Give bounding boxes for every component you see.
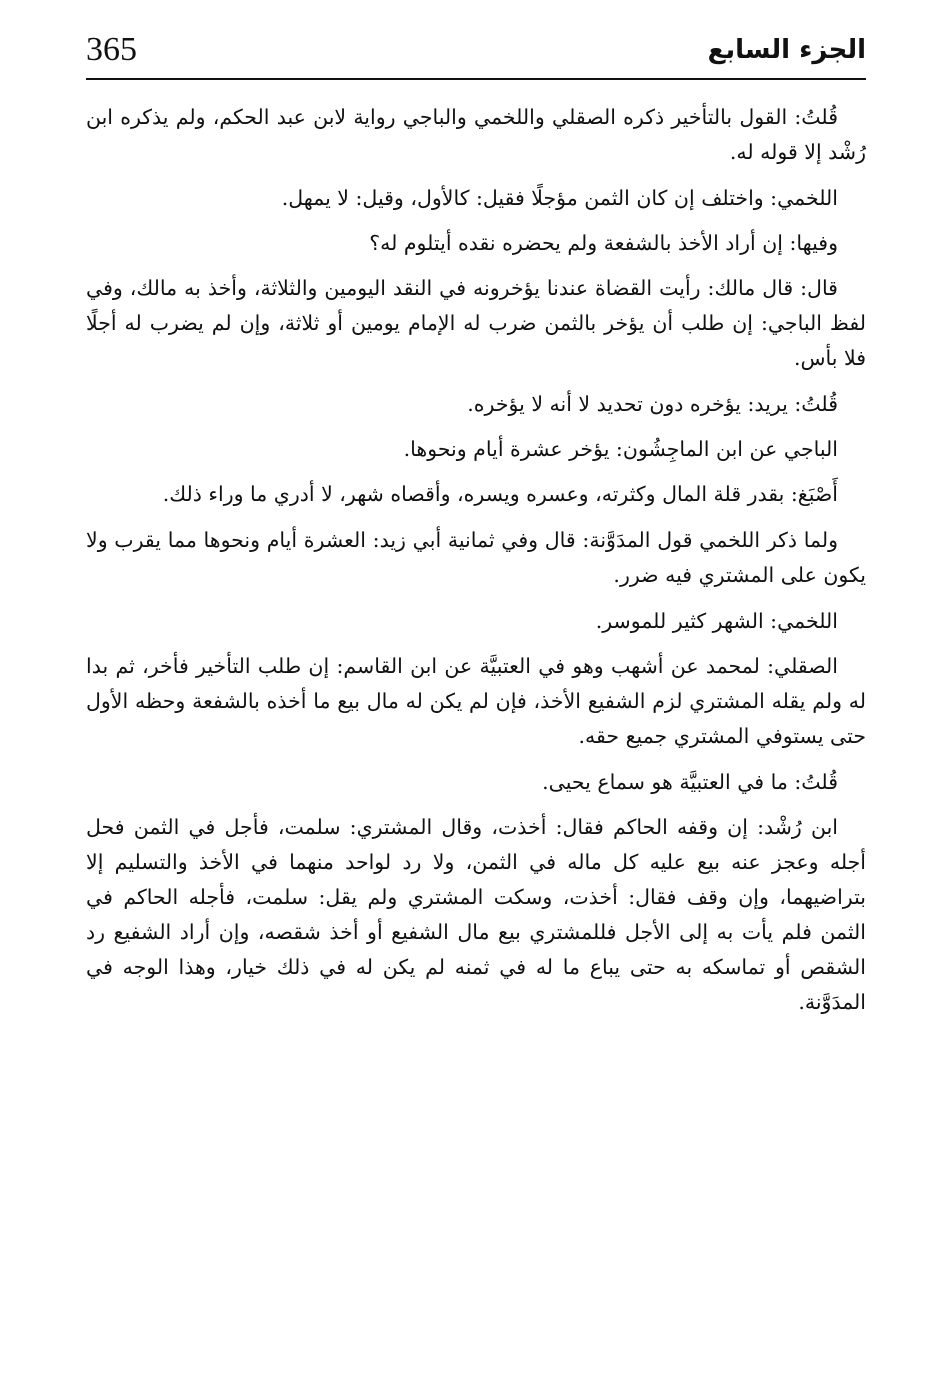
paragraph: وفيها: إن أراد الأخذ بالشفعة ولم يحضره نقده أيتلوم له؟	[369, 231, 838, 255]
body-text	[86, 100, 866, 1031]
page-header	[86, 30, 866, 76]
paragraph: قُلتُ: يريد: يؤخره دون تحديد لا أنه لا يؤخره.	[467, 392, 838, 416]
header-divider	[86, 78, 866, 80]
paragraph: اللخمي: الشهر كثير للموسر.	[595, 609, 838, 633]
paragraph: ابن رُشْد: إن وقفه الحاكم فقال: أخذت، وقال المشتري: سلمت، فأجل في الثمن فحل أجله وعجز عنه بيع عليه كل ماله في الثمن، ولا رد لواحد منهما في الأخذ والتسليم إلا بتراضيهما، وإن وقف فقال: أخذت، وسكت المشتري ولم يقل: سلمت، فأجله الحاكم في الثمن فلم يأت به إلى الأجل فللمشتري بيع مال الشفيع أو أخذ شقصه، وإن أراد الشفيع رد الشقص أو تماسكه به حتى يباع ما له في ثمنه لم يكن له في ذلك خيار، وهذا الوجه في المدَوَّنة.	[86, 815, 866, 1014]
page-number: 365	[86, 31, 137, 68]
paragraph: أَصْبَغ: بقدر قلة المال وكثرته، وعسره ويسره، وأقصاه شهر، لا أدري ما وراء ذلك.	[162, 482, 838, 506]
paragraph: اللخمي: واختلف إن كان الثمن مؤجلًا فقيل: كالأول، وقيل: لا يمهل.	[281, 186, 838, 210]
paragraph: ولما ذكر اللخمي قول المدَوَّنة: قال وفي ثمانية أبي زيد: العشرة أيام ونحوها مما يقرب ولا يكون على المشتري فيه ضرر.	[86, 528, 866, 587]
paragraph: الصقلي: لمحمد عن أشهب وهو في العتبيَّة عن ابن القاسم: إن طلب التأخير فأخر، ثم بدا له ولم يقله المشتري لزم الشفيع الأخذ، فإن لم يكن له مال بيع ما أخذه بالشفعة وحظه الأول حتى يستوفي المشتري جميع حقه.	[86, 654, 866, 748]
paragraph: الباجي عن ابن الماجِشُون: يؤخر عشرة أيام ونحوها.	[403, 437, 838, 461]
paragraph: قُلتُ: القول بالتأخير ذكره الصقلي واللخمي والباجي رواية لابن عبد الحكم، ولم يذكره ابن رُشْد إلا قوله له.	[86, 105, 866, 164]
running-title: الجزء السابع	[707, 35, 866, 65]
paragraph: قُلتُ: ما في العتبيَّة هو سماع يحيى.	[542, 770, 838, 794]
paragraph: قال: قال مالك: رأيت القضاة عندنا يؤخرونه في النقد اليومين والثلاثة، وأخذ به مالك، وفي لفظ الباجي: إن طلب أن يؤخر بالثمن ضرب له الإمام يومين أو ثلاثة، وإن لم يضرب له أجلًا فلا بأس.	[86, 276, 866, 370]
